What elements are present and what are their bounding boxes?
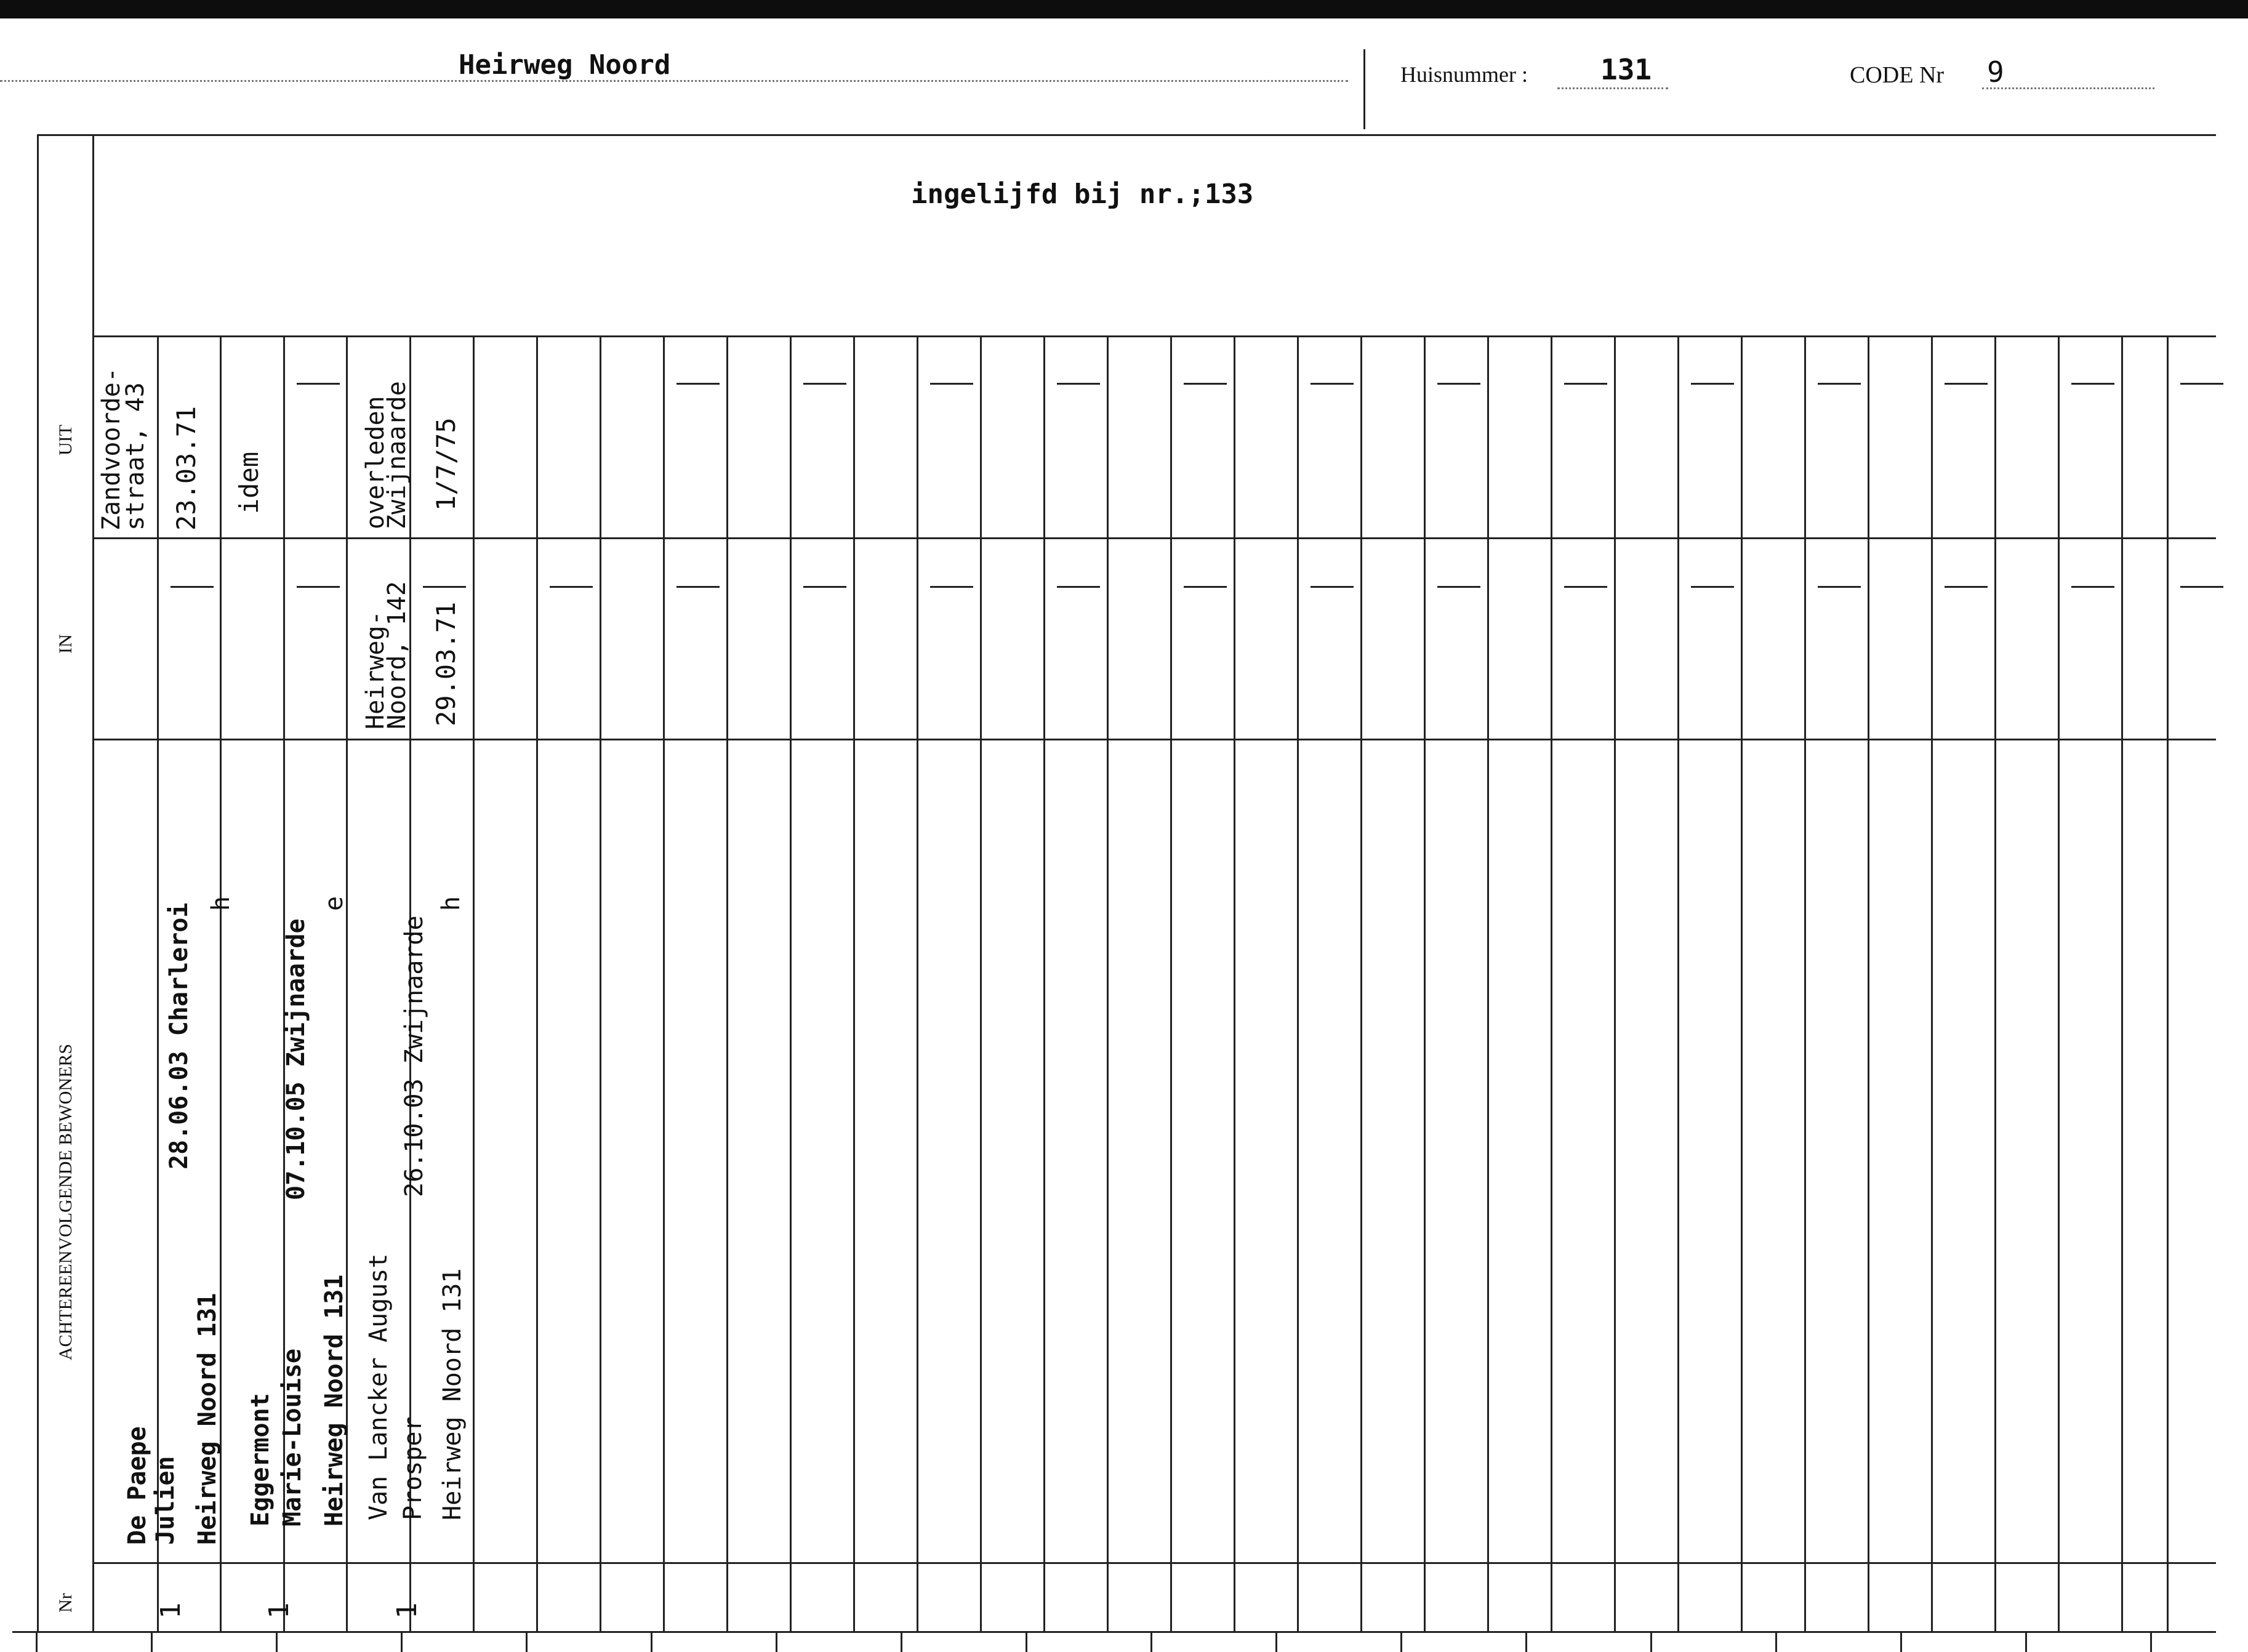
bottom-tick [401, 1631, 403, 1652]
dash-mark [1437, 383, 1480, 385]
dash-mark [803, 383, 846, 385]
resident-1-firstname: Julien [151, 1456, 180, 1545]
sub-column-divider [790, 739, 792, 1631]
column-divider [853, 335, 855, 1631]
dash-mark [676, 383, 720, 385]
resident-2-birth: 07.10.05 Zwijnaarde [282, 918, 310, 1200]
sub-column-divider [1677, 335, 1679, 739]
column-divider [1614, 335, 1616, 1631]
sub-column-divider [1424, 739, 1426, 1631]
sub-column-divider [283, 335, 285, 739]
bottom-tick [1400, 1631, 1402, 1652]
resident-2-suffix: e [320, 896, 348, 911]
house-number-dotted-line [1557, 87, 1668, 89]
sub-column-divider [1170, 739, 1172, 1631]
sub-column-divider [663, 335, 665, 739]
bottom-tick [2150, 1631, 2152, 1652]
column-divider [600, 335, 601, 1631]
column-divider [1741, 335, 1743, 1631]
house-number-value: 131 [1600, 53, 1652, 86]
resident-2-uit-place-1: idem [234, 451, 264, 514]
resident-1-uit-place-2: straat, 43 [121, 382, 150, 531]
house-number-label: Huisnummer : [1400, 62, 1528, 87]
bottom-tick [36, 1631, 38, 1652]
code-number: 9 [1987, 55, 2004, 89]
sub-column-divider [790, 335, 792, 739]
dash-mark [1437, 586, 1480, 588]
dash-mark [1311, 586, 1354, 588]
sub-column-divider [1297, 335, 1299, 739]
sub-column-divider [1804, 335, 1806, 739]
dash-mark [1691, 586, 1734, 588]
dash-mark [2071, 383, 2114, 385]
column-divider [1994, 335, 1996, 1631]
table-top-border [37, 134, 2216, 136]
resident-3-nr: 1 [391, 1602, 423, 1619]
column-divider [1234, 335, 1235, 1631]
sub-column-divider [1043, 739, 1045, 1631]
bottom-tick [901, 1631, 902, 1652]
sub-column-divider [536, 335, 538, 739]
dash-mark [550, 586, 593, 588]
sub-column-divider [1804, 739, 1806, 1631]
code-dotted-line [1982, 87, 2154, 89]
in-row-label: IN [55, 634, 76, 654]
resident-3-in-place-1: Heirweg- [361, 611, 390, 729]
table-bottom-border [12, 1631, 2216, 1633]
resident-3-address: Heirweg Noord 131 [438, 1268, 467, 1520]
resident-1-suffix: h [207, 896, 235, 911]
dash-mark [1945, 586, 1988, 588]
dash-mark [1691, 383, 1734, 385]
dash-mark [1945, 383, 1988, 385]
dash-mark [171, 586, 214, 588]
dash-mark [930, 586, 973, 588]
resident-3-firstname: Prosper [399, 1416, 427, 1520]
dash-mark [2071, 586, 2114, 588]
sub-column-divider [1931, 739, 1933, 1631]
resident-3-uit-place-1: overleden [361, 396, 390, 529]
bottom-tick [1775, 1631, 1777, 1652]
street-name: Heirweg Noord [459, 49, 671, 81]
column-divider [980, 335, 982, 1631]
column-divider [1487, 335, 1489, 1631]
column-divider [1868, 335, 1869, 1631]
bottom-tick [2025, 1631, 2027, 1652]
street-dotted-line [0, 80, 1348, 82]
sub-column-divider [1931, 335, 1933, 739]
sub-column-divider [1297, 739, 1299, 1631]
scan-top-edge [0, 0, 2248, 18]
dash-mark [423, 586, 466, 588]
sub-column-divider [917, 335, 918, 739]
column-divider [1360, 335, 1362, 1631]
dash-mark [1184, 586, 1227, 588]
sub-column-divider [2167, 739, 2169, 1631]
resident-3-uit-place-2: Zwijnaarde [383, 381, 411, 529]
dash-mark [1564, 383, 1607, 385]
column-divider [1107, 335, 1109, 1631]
dash-mark [930, 383, 973, 385]
sub-column-divider [157, 335, 159, 739]
label-column-divider [92, 134, 94, 1631]
dash-mark [1184, 383, 1227, 385]
sub-column-divider [1043, 335, 1045, 739]
residents-row-label: ACHTEREENVOLGENDE BEWONERS [55, 1043, 76, 1360]
resident-3-in-place-2: Noord, 142 [383, 581, 411, 729]
bottom-tick [1650, 1631, 1652, 1652]
resident-2-nr: 1 [263, 1602, 295, 1619]
bottom-tick [151, 1631, 153, 1652]
dash-mark [2180, 586, 2223, 588]
sub-column-divider [917, 739, 918, 1631]
resident-2-address: Heirweg Noord 131 [320, 1274, 348, 1526]
resident-1-uit-place-1: Zandvoorde- [97, 367, 126, 531]
sub-column-divider [536, 739, 538, 1631]
dash-mark [1818, 383, 1861, 385]
sub-column-divider [1424, 335, 1426, 739]
nr-row-label: Nr [55, 1593, 76, 1613]
resident-1-surname: De Paepe [123, 1426, 151, 1545]
merge-note: ingelijfd bij nr.;133 [911, 178, 1254, 210]
bottom-tick [1900, 1631, 1902, 1652]
sub-column-divider [663, 739, 665, 1631]
dash-mark [676, 586, 720, 588]
sub-column-divider [1551, 739, 1552, 1631]
dash-mark [1311, 383, 1354, 385]
uit-row-label: UIT [55, 425, 76, 455]
resident-3-uit-date: 1/7/75 [431, 417, 461, 511]
sub-column-divider [2167, 335, 2169, 739]
bottom-tick [1275, 1631, 1277, 1652]
header-divider [1363, 49, 1365, 129]
bottom-tick [526, 1631, 528, 1652]
sub-column-divider [2058, 335, 2060, 739]
bottom-tick [651, 1631, 652, 1652]
column-divider [2121, 335, 2123, 1631]
dash-mark [1057, 383, 1100, 385]
sub-column-divider [1677, 739, 1679, 1631]
dash-mark [1057, 586, 1100, 588]
bottom-tick [1026, 1631, 1027, 1652]
resident-1-uit-date: 23.03.71 [171, 406, 201, 531]
bottom-tick [276, 1631, 278, 1652]
resident-2-surname: Eggermont [246, 1393, 275, 1526]
bottom-tick [776, 1631, 777, 1652]
column-divider [473, 335, 475, 1631]
resident-3-in-date: 29.03.71 [431, 601, 461, 726]
table-left-border [37, 134, 39, 1631]
bottom-tick [1150, 1631, 1152, 1652]
sub-column-divider [2058, 739, 2060, 1631]
column-divider [726, 335, 728, 1631]
dash-mark [1818, 586, 1861, 588]
sub-column-divider [1551, 335, 1552, 739]
dash-mark [297, 383, 340, 385]
resident-2-firstname: Marie-Louise [278, 1349, 307, 1526]
resident-3-suffix: h [437, 896, 465, 911]
resident-3-birth: 26.10.03 Zwijnaarde [400, 915, 428, 1197]
dash-mark [803, 586, 846, 588]
resident-1-birth: 28.06.03 Charleroi [165, 902, 193, 1169]
code-label: CODE Nr [1850, 62, 1945, 88]
dash-mark [297, 586, 340, 588]
dash-mark [1564, 586, 1607, 588]
resident-3-surname: Van Lancker August [364, 1253, 393, 1520]
bottom-tick [1525, 1631, 1527, 1652]
dash-mark [2180, 383, 2223, 385]
resident-1-address: Heirweg Noord 131 [193, 1293, 222, 1545]
sub-column-divider [1170, 335, 1172, 739]
resident-1-nr: 1 [155, 1602, 187, 1619]
